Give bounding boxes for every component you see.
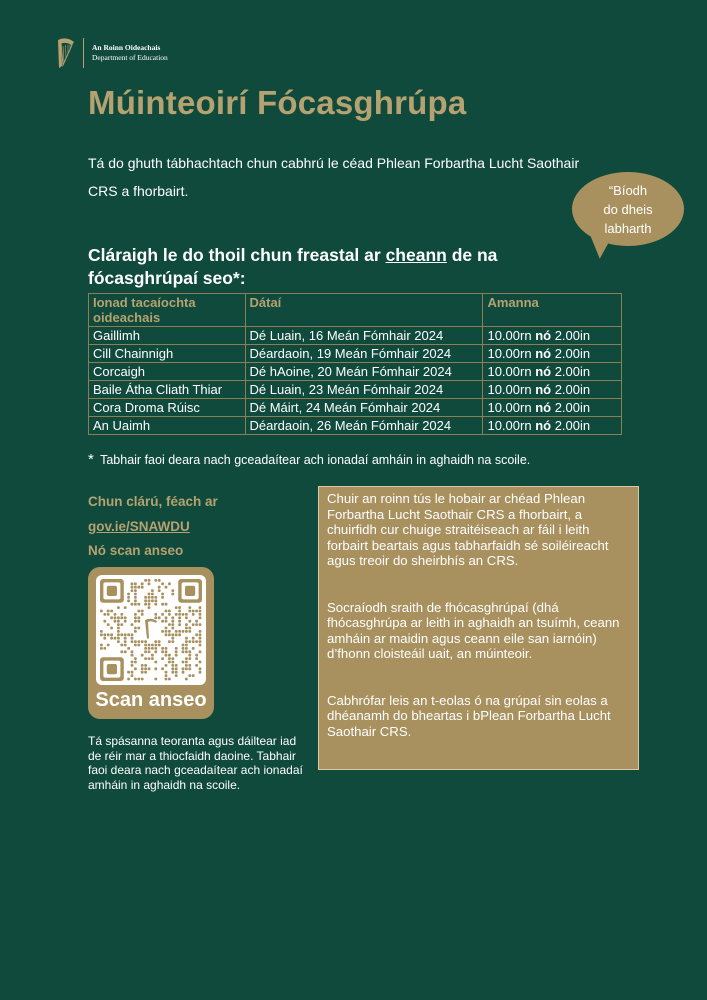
qr-code-graphic (96, 575, 206, 685)
footnote (88, 451, 530, 468)
time-morning: 10.00rn (487, 328, 532, 343)
time-or: nó (535, 400, 552, 415)
time-afternoon: 2.00in (554, 346, 591, 361)
time-or: nó (535, 328, 552, 343)
register-heading-after: de na fócasghrúpaí seo*: (88, 245, 498, 288)
limited-spaces-note: Tá spásanna teoranta agus dáiltear iad de réir mar a thiocfaidh daoine. Tabhair faoi deara nach gceadaítear ach ionadaí amháin in aghaidh na scoile. (88, 734, 303, 792)
register-heading (88, 244, 558, 290)
row-times (483, 327, 622, 345)
table-row (89, 381, 622, 399)
row-date: Déardaoin, 26 Meán Fómhair 2024 (245, 417, 483, 435)
table-row (89, 399, 622, 417)
time-or: nó (535, 364, 552, 379)
table-row (89, 327, 622, 345)
intro-text: Tá do ghuth tábhachtach chun cabhrú le céad Phlean Forbartha Lucht Saothair CRS a fhorbairt. (88, 155, 580, 199)
row-location: An Uaimh (89, 417, 246, 435)
harp-icon (55, 36, 77, 70)
time-morning: 10.00rn (487, 382, 532, 397)
row-times (483, 381, 622, 399)
header-location: Ionad tacaíochta oideachais (89, 294, 246, 327)
table-row (89, 363, 622, 381)
dept-name-irish: An Roinn Oideachais (92, 43, 161, 52)
info-paragraph-1: Chuir an roinn tús le hobair ar chéad Phlean Forbartha Lucht Saothair CRS a fhorbairt, a chuirfidh cur chuige straitéiseach ar fáil i leith forbairt beartais agus tabharfaidh sé soiléireacht agus treoir do sheirbhís an CRS. (327, 491, 609, 568)
bubble-line-1: “Bíodh (608, 182, 648, 198)
page-title: Múinteoirí Fócasghrúpa (88, 84, 467, 121)
time-afternoon: 2.00in (554, 328, 591, 343)
logo-text (92, 43, 168, 63)
footnote-asterisk: * (88, 451, 94, 468)
row-times (483, 417, 622, 435)
info-paragraph-3: Cabhrófar leis an t-eolas ó na grúpaí sin eolas a dhéanamh do bheartas i bPlean Forbartha Lucht Saothair CRS. (327, 692, 611, 739)
time-afternoon: 2.00in (554, 400, 591, 415)
time-morning: 10.00rn (487, 418, 532, 433)
table-header-row (89, 294, 622, 327)
cta-line-3: Nó scan anseo (88, 543, 184, 558)
registration-link[interactable]: gov.ie/SNAWDU (88, 518, 190, 534)
bubble-line-3: labharth (604, 220, 652, 236)
row-location: Corcaigh (89, 363, 246, 381)
register-heading-before: Cláraigh le do thoil chun freastal ar (88, 245, 386, 265)
footnote-text: Tabhair faoi deara nach gceadaítear ach ionadaí amháin in aghaidh na scoile. (100, 453, 531, 467)
header-dates: Dátaí (245, 294, 483, 327)
time-or: nó (535, 418, 552, 433)
time-afternoon: 2.00in (554, 418, 591, 433)
cta-line-1: Chun clárú, féach ar (88, 494, 218, 509)
row-times (483, 363, 622, 381)
row-date: Dé hAoine, 20 Meán Fómhair 2024 (245, 363, 483, 381)
register-heading-underlined: cheann (385, 245, 447, 265)
row-date: Dé Luain, 23 Meán Fómhair 2024 (245, 381, 483, 399)
register-cta (88, 490, 218, 564)
qr-card[interactable] (88, 567, 214, 719)
header-times: Amanna (483, 294, 622, 327)
dept-name-english: Department of Education (92, 53, 168, 62)
row-date: Dé Máirt, 24 Meán Fómhair 2024 (245, 399, 483, 417)
row-location: Cora Droma Rúisc (89, 399, 246, 417)
table-row (89, 417, 622, 435)
row-location: Cill Chainnigh (89, 345, 246, 363)
row-date: Déardaoin, 19 Meán Fómhair 2024 (245, 345, 483, 363)
row-location: Gaillimh (89, 327, 246, 345)
info-box (318, 486, 639, 770)
qr-code-icon[interactable] (96, 575, 206, 685)
time-morning: 10.00rn (487, 346, 532, 361)
row-times (483, 399, 622, 417)
schedule-table (88, 293, 622, 435)
department-logo (55, 36, 168, 70)
row-location: Baile Átha Cliath Thiar (89, 381, 246, 399)
logo-divider (83, 38, 84, 68)
info-paragraph-2: Socraíodh sraith de fhócasghrúpaí (dhá fhócasghrúpa ar leith in aghaidh an tsuímh, ceann amháin ar maidin agus ceann eile san iarnóin) d’fhonn cloisteáil uait, an múinteoir. (327, 599, 620, 661)
qr-label: Scan anseo (95, 689, 207, 711)
row-date: Dé Luain, 16 Meán Fómhair 2024 (245, 327, 483, 345)
time-morning: 10.00rn (487, 364, 532, 379)
time-or: nó (535, 346, 552, 361)
time-morning: 10.00rn (487, 400, 532, 415)
row-times (483, 345, 622, 363)
table-row (89, 345, 622, 363)
speech-bubble (572, 172, 684, 246)
bubble-line-2: do dheis (603, 201, 653, 217)
time-afternoon: 2.00in (554, 382, 591, 397)
time-afternoon: 2.00in (554, 364, 591, 379)
time-or: nó (535, 382, 552, 397)
